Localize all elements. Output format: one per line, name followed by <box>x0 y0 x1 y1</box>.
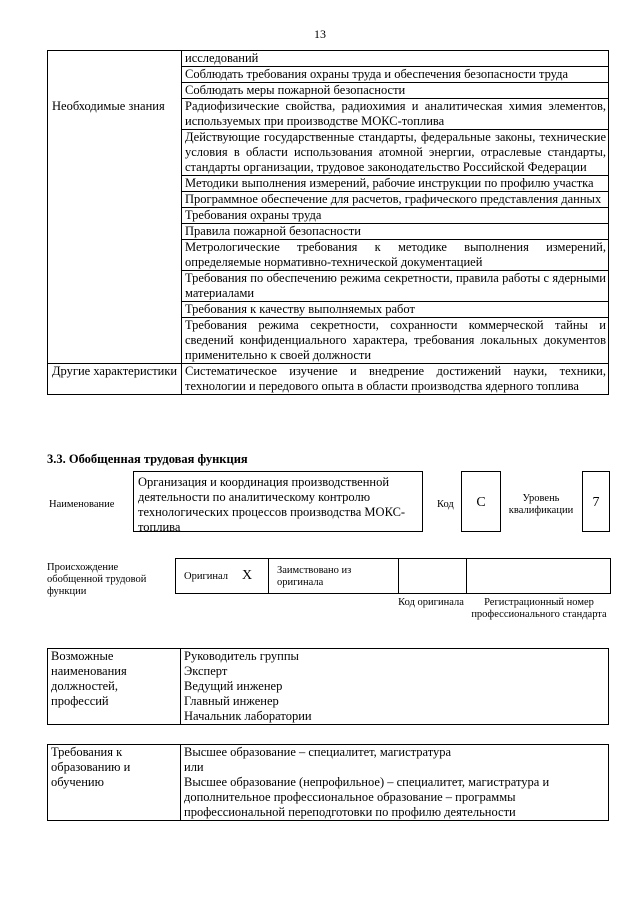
row-label-other: Другие характеристики <box>48 364 182 395</box>
code-value-box: C <box>461 471 501 532</box>
table-cell: Радиофизические свойства, радиохимия и аналитическая химия элементов, используемых при производстве МОКС-топлива <box>182 99 609 130</box>
table-cell: Соблюдать требования охраны труда и обеспечения безопасности труда <box>182 67 609 83</box>
education-table <box>47 744 609 821</box>
origin-box <box>175 558 611 594</box>
list-item: Руководитель группы <box>184 649 299 663</box>
table-cell: Требования по обеспечению режима секретности, правила работы с ядерными материалами <box>182 271 609 302</box>
table-cell: Метрологические требования к методике выполнения измерений, определяемые нормативно-технической документацией <box>182 240 609 271</box>
positions-list <box>181 649 609 725</box>
positions-table <box>47 648 609 725</box>
code-label: Код <box>437 499 454 510</box>
list-item: Высшее образование – специалитет, магистратура <box>184 745 452 759</box>
table-cell: Программное обеспечение для расчетов, графического представления данных <box>182 192 609 208</box>
table-cell: Действующие государственные стандарты, федеральные законы, технические условия в области использования атомной энергии, отраслевые стандарты, стандарты организации, трудовое законодательство Российской Федерации <box>182 130 609 176</box>
table-cell: Методики выполнения измерений, рабочие инструкции по профилю участка <box>182 176 609 192</box>
list-item: Главный инженер <box>184 694 279 708</box>
table-cell: Соблюдать меры пожарной безопасности <box>182 83 609 99</box>
level-label: Уровень квалификации <box>508 493 574 516</box>
level-value-box: 7 <box>582 471 610 532</box>
education-list <box>181 745 609 821</box>
knowledge-table <box>47 50 609 395</box>
page-number: 13 <box>314 27 326 41</box>
table-cell: Правила пожарной безопасности <box>182 224 609 240</box>
table-cell: Требования охраны труда <box>182 208 609 224</box>
table-cell-empty <box>48 51 182 99</box>
function-name-box: Организация и координация производственной деятельности по аналитическому контролю технологических процессов производства МОКС-топлива <box>133 471 423 532</box>
list-item: Высшее образование (непрофильное) – специалитет, магистратура и дополнительное профессиональное образование – программы профессиональной переподготовки по профилю деятельности <box>184 775 550 819</box>
divider <box>466 559 467 593</box>
name-label: Наименование <box>49 499 115 510</box>
code-original-label: Код оригинала <box>398 597 464 608</box>
original-label: Оригинал <box>184 571 228 582</box>
positions-label: Возможные наименования должностей, профессий <box>48 649 181 725</box>
borrowed-label: Заимствовано из оригинала <box>277 565 352 588</box>
reg-number-label: Регистрационный номер профессионального стандарта <box>471 597 607 620</box>
list-item: Эксперт <box>184 664 228 678</box>
table-cell: Требования к качеству выполняемых работ <box>182 302 609 318</box>
list-item: Начальник лаборатории <box>184 709 312 723</box>
section-title: 3.3. Обобщенная трудовая функция <box>47 452 248 466</box>
table-cell: Требования режима секретности, сохранности коммерческой тайны и сведений конфиденциального характера, требования локальных документов применительно к своей должности <box>182 318 609 364</box>
divider <box>398 559 399 593</box>
row-label-knowledge: Необходимые знания <box>48 99 182 364</box>
list-item: или <box>184 760 204 774</box>
divider <box>268 559 269 593</box>
table-cell: исследований <box>182 51 609 67</box>
list-item: Ведущий инженер <box>184 679 283 693</box>
education-label: Требования к образованию и обучению <box>48 745 181 821</box>
origin-label: Происхождение обобщенной трудовой функции <box>47 562 147 597</box>
original-mark: X <box>242 568 253 583</box>
table-cell: Систематическое изучение и внедрение достижений науки, техники, технологии и передового опыта в области производства ядерного топлива <box>182 364 609 395</box>
